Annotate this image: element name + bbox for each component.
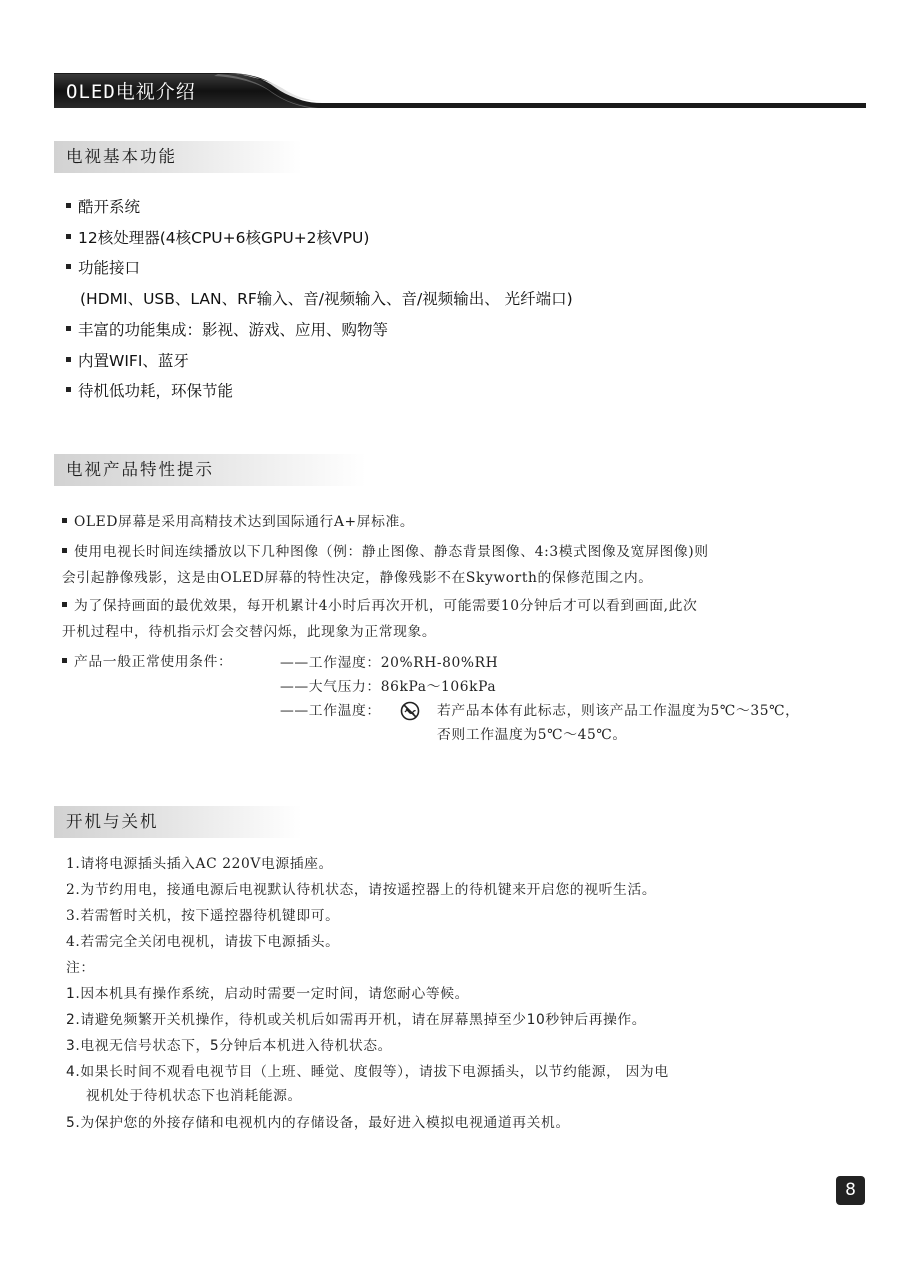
- bullet: [66, 264, 71, 269]
- list-item: 丰富的功能集成：影视、游戏、应用、购物等: [66, 320, 388, 340]
- bullet: [62, 658, 67, 663]
- note-label: 注：: [66, 960, 95, 976]
- list-item: 待机低功耗，环保节能: [66, 381, 233, 401]
- no-condensation-icon: [400, 701, 420, 721]
- paragraph-continuation: 会引起静像残影，这是由OLED屏幕的特性决定，静像残影不在Skyworth的保修范围之内。: [62, 570, 653, 586]
- paragraph: 使用电视长时间连续播放以下几种图像（例：静止图像、静态背景图像、4:3模式图像及宽屏图像)则: [62, 542, 709, 562]
- page-number: 8: [836, 1176, 865, 1205]
- conditions-label: 产品一般正常使用条件：: [62, 652, 232, 672]
- bullet: [66, 387, 71, 392]
- page-title: OLED电视介绍: [66, 81, 196, 103]
- list-item: 12核处理器(4核CPU+6核GPU+2核VPU): [66, 228, 369, 248]
- bullet: [62, 518, 67, 523]
- bullet: [62, 548, 67, 553]
- note-item-continuation: 视机处于待机状态下也消耗能源。: [86, 1088, 302, 1104]
- power-step: 1.请将电源插头插入AC 220V电源插座。: [66, 856, 333, 872]
- list-item: 功能接口: [66, 258, 140, 278]
- note-item: 5.为保护您的外接存储和电视机内的存储设备，最好进入模拟电视通道再关机。: [66, 1115, 570, 1131]
- paragraph-continuation: 开机过程中，待机指示灯会交替闪烁，此现象为正常现象。: [62, 624, 437, 640]
- condition-temperature: ——工作温度：: [280, 703, 381, 719]
- note-item: 2.请避免频繁开关机操作，待机或关机后如需再开机，请在屏幕黑掉至少10秒钟后再操作。: [66, 1012, 647, 1028]
- bullet: [62, 602, 67, 607]
- bullet: [66, 234, 71, 239]
- temperature-note-line1: 若产品本体有此标志，则该产品工作温度为5℃～35℃，: [437, 703, 800, 719]
- power-step: 4.若需完全关闭电视机，请拔下电源插头。: [66, 934, 340, 950]
- bullet: [66, 357, 71, 362]
- bullet: [66, 326, 71, 331]
- list-item: 酷开系统: [66, 197, 140, 217]
- note-item: 3.电视无信号状态下，5分钟后本机进入待机状态。: [66, 1038, 393, 1054]
- temperature-note-line2: 否则工作温度为5℃～45℃。: [437, 727, 627, 743]
- paragraph: OLED屏幕是采用高精技术达到国际通行A+屏标准。: [62, 512, 414, 532]
- list-item: 内置WIFI、蓝牙: [66, 351, 189, 371]
- section-heading-basic: 电视基本功能: [54, 141, 302, 173]
- note-item: 4.如果长时间不观看电视节目（上班、睡觉、度假等），请拔下电源插头，以节约能源， 因为电: [66, 1064, 669, 1080]
- condition-pressure: ——大气压力：86kPa～106kPa: [280, 679, 497, 695]
- bullet: [66, 203, 71, 208]
- power-step: 2.为节约用电，接通电源后电视默认待机状态，请按遥控器上的待机键来开启您的视听生活。: [66, 882, 657, 898]
- condition-humidity: ——工作湿度：20%RH-80%RH: [280, 655, 499, 671]
- section-heading-power: 开机与关机: [54, 806, 302, 838]
- section-heading-characteristics: 电视产品特性提示: [54, 454, 366, 486]
- paragraph: 为了保持画面的最优效果，每开机累计4小时后再次开机，可能需要10分钟后才可以看到画面,此次: [62, 596, 697, 616]
- power-step: 3.若需暂时关机，按下遥控器待机键即可。: [66, 908, 340, 924]
- note-item: 1.因本机具有操作系统，启动时需要一定时间，请您耐心等候。: [66, 986, 470, 1002]
- list-item-continuation: (HDMI、USB、LAN、RF输入、音/视频输入、音/视频输出、 光纤端口): [80, 290, 573, 308]
